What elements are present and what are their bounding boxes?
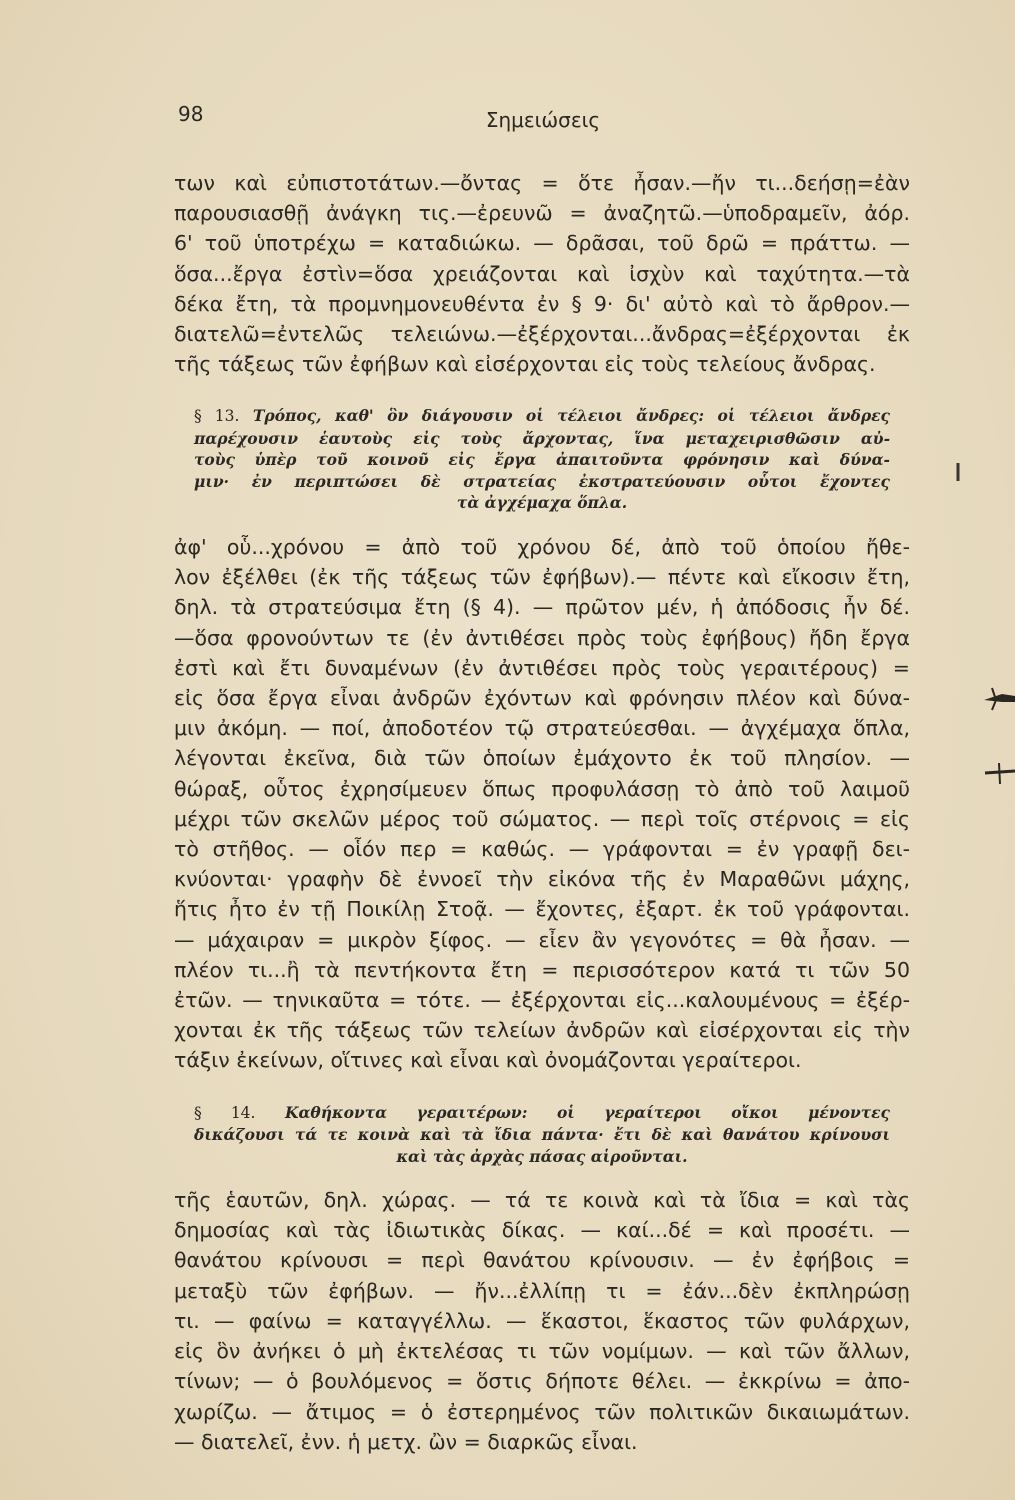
notes-paragraph-3: [174, 1185, 910, 1457]
page-header: [178, 100, 908, 136]
text-line: πλέον τι...ἢ τὰ πεντήκοντα ἔτη = περισσότερον κατά τι τῶν 50: [174, 957, 910, 982]
text-line: θώραξ, οὗτος ἐχρησίμευεν ὅπως προφυλάσσῃ τὸ ἀπὸ τοῦ λαιμοῦ: [174, 776, 910, 801]
text-line: θανάτου κρίνουσι = περὶ θανάτου κρίνουσιν. — ἐν ἐφήβοις =: [174, 1248, 910, 1273]
text-line: ὅσα...ἔργα ἐστὶν=ὅσα χρειάζονται καὶ ἰσχὺν καὶ ταχύτητα.—τὰ: [174, 261, 910, 286]
text-line: χονται ἐκ τῆς τάξεως τῶν τελείων ἀνδρῶν καὶ εἰσέρχονται εἰς τὴν: [174, 1018, 910, 1043]
section-line: μιν· ἐν περιπτώσει δὲ στρατείας ἐκστρατεύουσιν οὗτοι ἔχοντες: [194, 471, 890, 491]
text-line: μιν ἀκόμη. — ποί, ἀποδοτέον τῷ στρατεύεσθαι. — ἀγχέμαχα ὅπλα,: [174, 716, 910, 741]
text-line: χωρίζω. — ἄτιμος = ὁ ἐστερημένος τῶν πολιτικῶν δικαιωμάτων.: [174, 1399, 910, 1424]
section-14-summary: [194, 1102, 890, 1168]
section-text: Καθήκοντα γεραιτέρων: οἱ γεραίτεροι οἴκοι μένοντες: [285, 1102, 890, 1122]
text-line: των καὶ εὐπιστοτάτων.—ὄντας = ὅτε ἦσαν.—ἤν τι...δεήσῃ=ἐὰν: [174, 171, 910, 195]
text-line: εἰς ὅσα ἔργα εἶναι ἀνδρῶν ἐχόντων καὶ φρόνησιν πλέον καὶ δύνα-: [174, 685, 910, 710]
margin-tick-mark: [954, 462, 962, 482]
running-head: Σημειώσεις: [485, 108, 601, 132]
text-line: δηλ. τὰ στρατεύσιμα ἔτη (§ 4). — πρῶτον μέν, ἡ ἀπόδοσις ἦν δέ.: [174, 595, 910, 620]
text-line: λέγονται ἐκεῖνα, διὰ τῶν ὁποίων ἐμάχοντο ἐκ τοῦ πλησίον. —: [174, 746, 910, 771]
text-line: μέχρι τῶν σκελῶν μέρος τοῦ σώματος. — περὶ τοῖς στέρνοις = εἰς: [174, 806, 910, 831]
section-line: δικάζουσι τά τε κοινὰ καὶ τὰ ἴδια πάντα· ἔτι δὲ καὶ θανάτου κρίνουσι: [194, 1125, 890, 1145]
section-line: καὶ τὰς ἀρχὰς πάσας αἱροῦνται.: [396, 1146, 688, 1166]
margin-arrow-mark: [982, 680, 1015, 716]
text-line: μεταξὺ τῶν ἐφήβων. — ἤν...ἐλλίπῃ τι = ἐάν...δὲν ἐκπληρώσῃ: [174, 1278, 910, 1303]
text-line: 6' τοῦ ὑποτρέχω = καταδιώκω. — δρᾶσαι, τοῦ δρῶ = πράττω. —: [174, 231, 910, 256]
text-line: δημοσίας καὶ τὰς ἰδιωτικὰς δίκας. — καί...δέ = καὶ προσέτι. —: [174, 1218, 910, 1243]
section-line: [194, 405, 890, 428]
text-line: ἐτῶν. — τηνικαῦτα = τότε. — ἐξέρχονται εἰς...καλουμένους = ἐξέρ-: [174, 987, 910, 1012]
section-number: § 14.: [194, 1103, 256, 1122]
text-line: κνύονται· γραφὴν δὲ ἐννοεῖ τὴν εἰκόνα τῆς ἐν Μαραθῶνι μάχης,: [174, 867, 910, 892]
text-line: — διατελεῖ, ἐνν. ἡ μετχ. ὢν = διαρκῶς εἶναι.: [174, 1429, 638, 1454]
text-line: εἰς ὃν ἀνήκει ὁ μὴ ἐκτελέσας τι τῶν νομίμων. — καὶ τῶν ἄλλων,: [174, 1339, 910, 1364]
text-line: τι. — φαίνω = καταγγέλλω. — ἕκαστοι, ἕκαστος τῶν φυλάρχων,: [174, 1308, 910, 1333]
section-line: τοὺς ὑπὲρ τοῦ κοινοῦ εἰς ἔργα ἀπαιτοῦντα φρόνησιν καὶ δύνα-: [194, 450, 890, 470]
text-line: τὸ στῆθος. — οἷόν περ = καθώς. — γράφονται = ἐν γραφῇ δει-: [174, 836, 910, 861]
section-line: τὰ ἀγχέμαχα ὅπλα.: [456, 493, 628, 513]
section-line: παρέχουσιν ἑαυτοὺς εἰς τοὺς ἄρχοντας, ἵνα μεταχειρισθῶσιν αὐ-: [194, 428, 890, 448]
page-body: [174, 168, 910, 1457]
margin-cross-mark: [984, 760, 1015, 786]
section-line: [194, 1102, 890, 1125]
text-line: ἀφ' οὗ...χρόνου = ἀπὸ τοῦ χρόνου δέ, ἀπὸ τοῦ ὁποίου ἤθε-: [174, 534, 910, 559]
section-text: Τρόπος, καθ' ὃν διάγουσιν οἱ τέλειοι ἄνδρες: οἱ τέλειοι ἄνδρες: [252, 406, 890, 426]
text-line: τῆς ἑαυτῶν, δηλ. χώρας. — τά τε κοινὰ καὶ τὰ ἴδια = καὶ τὰς: [174, 1188, 910, 1213]
notes-paragraph-1: [174, 168, 910, 379]
text-line: λον ἐξέλθει (ἐκ τῆς τάξεως τῶν ἐφήβων).— πέντε καὶ εἴκοσιν ἔτη,: [174, 565, 910, 590]
text-line: παρουσιασθῇ ἀνάγκη τις.—ἐρευνῶ = ἀναζητῶ.—ὑποδραμεῖν, ἀόρ.: [174, 201, 910, 226]
text-line: — μάχαιραν = μικρὸν ξίφος. — εἶεν ἂν γεγονότες = θὰ ἦσαν. —: [174, 927, 910, 952]
page-number: 98: [178, 102, 204, 126]
notes-paragraph-2: [174, 532, 910, 1076]
section-13-summary: [194, 405, 890, 514]
section-number: § 13.: [194, 407, 240, 426]
text-line: ἐστὶ καὶ ἔτι δυναμένων (ἐν ἀντιθέσει πρὸς τοὺς γεραιτέρους) =: [174, 655, 910, 680]
text-line: τίνων; — ὁ βουλόμενος = ὅστις δήποτε θέλει. — ἐκκρίνω = ἀπο-: [174, 1369, 910, 1394]
text-line: τάξιν ἐκείνων, οἵτινες καὶ εἶναι καὶ ὀνομάζονται γεραίτεροι.: [174, 1048, 802, 1073]
text-line: διατελῶ=ἐντελῶς τελειώνω.—ἐξέρχονται...ἄνδρας=ἐξέρχονται ἐκ: [174, 322, 910, 347]
text-line: τῆς τάξεως τῶν ἐφήβων καὶ εἰσέρχονται εἰς τοὺς τελείους ἄνδρας.: [174, 352, 876, 377]
text-line: δέκα ἔτη, τὰ προμνημονευθέντα ἐν § 9· δι' αὐτὸ καὶ τὸ ἄρθρον.—: [174, 291, 910, 316]
text-line: —ὅσα φρονούντων τε (ἐν ἀντιθέσει πρὸς τοὺς ἐφήβους) ἤδη ἔργα: [174, 625, 910, 650]
text-line: ἥτις ἦτο ἐν τῇ Ποικίλῃ Στοᾷ. — ἔχοντες, ἐξαρτ. ἐκ τοῦ γράφονται.: [174, 897, 910, 922]
